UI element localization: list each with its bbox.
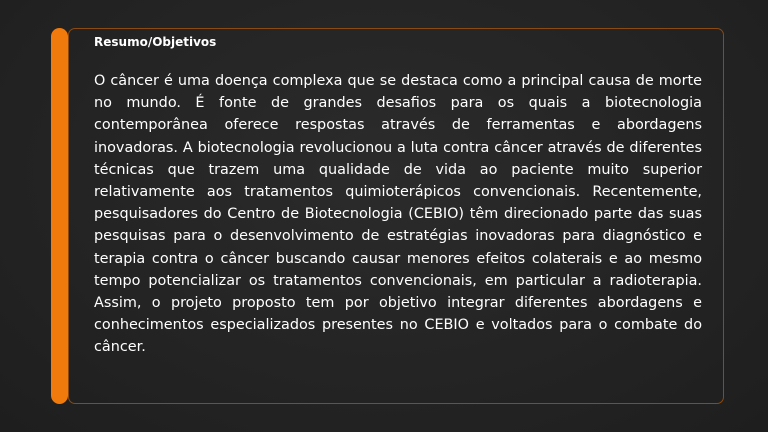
section-title: Resumo/Objetivos [94, 35, 217, 49]
body-paragraph: O câncer é uma doença complexa que se destaca como a principal causa de morte no mundo. É fonte de grandes desafios para os quais a biotecnologia contemporânea oferece respostas através de ferramentas e abordagens inovadoras. A biotecnologia revolucionou a luta contra câncer através de diferentes técnicas que trazem uma qualidade de vida ao paciente muito superior relativamente aos tratamentos quimioterápicos convencionais. Recentemente, pesquisadores do Centro de Biotecnologia (CEBIO) têm direcionado parte das suas pesquisas para o desenvolvimento de estratégias inovadoras para diagnóstico e terapia contra o câncer buscando causar menores efeitos colaterais e ao mesmo tempo potencializar os tratamentos convencionais, em particular a radioterapia. Assim, o projeto proposto tem por objetivo integrar diferentes abordagens e conhecimentos especializados presentes no CEBIO e voltados para o combate do câncer. [94, 73, 702, 356]
accent-bar [51, 28, 68, 404]
